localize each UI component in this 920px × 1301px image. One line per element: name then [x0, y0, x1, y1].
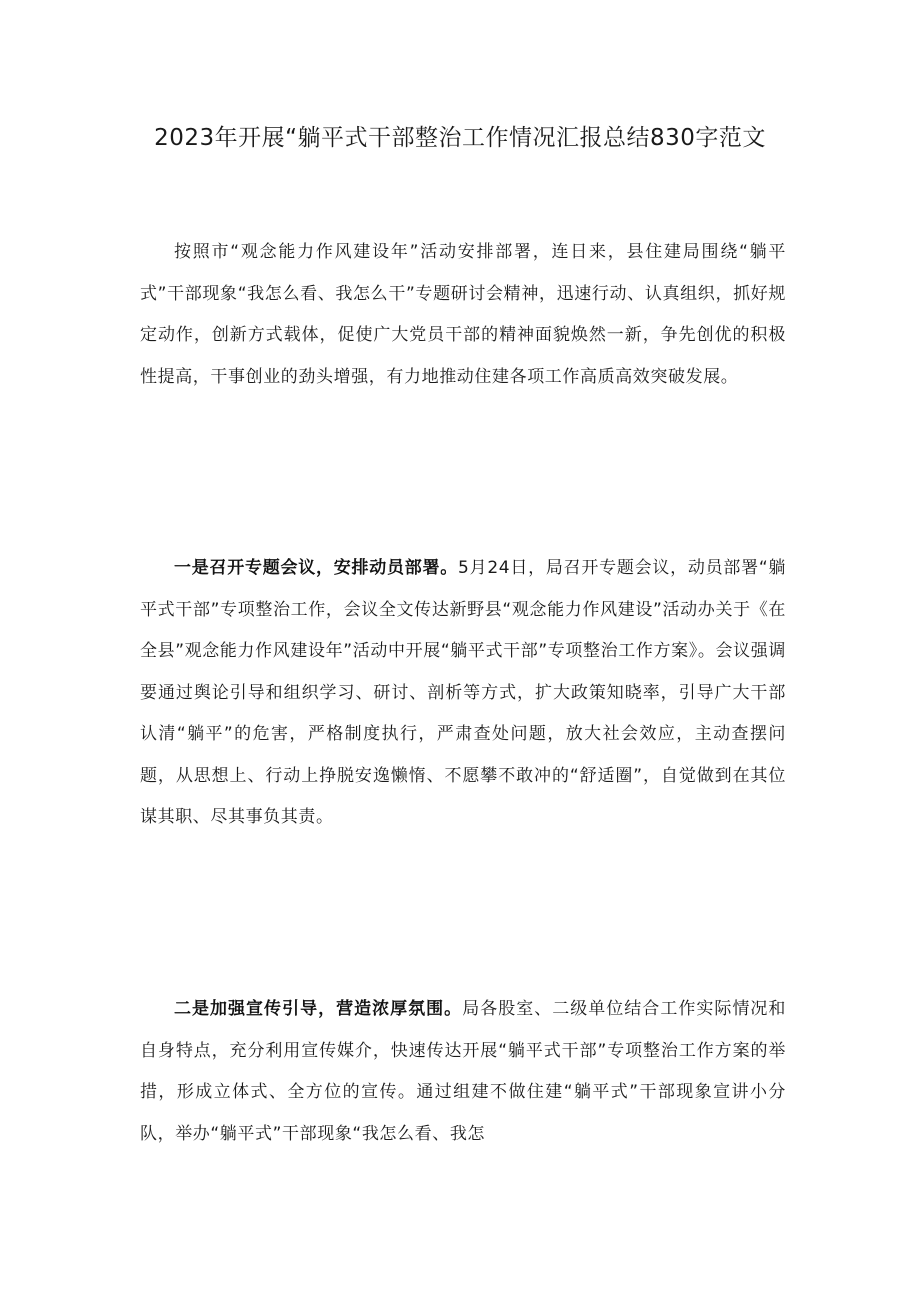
paragraph-text: 局各股室、二级单位结合工作实际情况和自身特点，充分利用宣传媒介，快速传达开展“躺平式干部”专项整治工作方案的举措，形成立体式、全方位的宣传。通过组建不做住建“躺平式”干部现象宣讲小分队，举办“躺平式”干部现象“我怎么看、我怎 — [140, 999, 786, 1144]
paragraph-item-2 — [140, 989, 786, 1155]
paragraph-item-1 — [140, 548, 786, 839]
document-title: 2023年开展“躺平式干部整治工作情况汇报总结830字范文 — [154, 125, 766, 151]
paragraph-intro — [140, 232, 786, 398]
paragraph-text: 5月24日，局召开专题会议，动员部署“躺平式干部”专项整治工作，会议全文传达新野县“观念能力作风建设”活动办关于《在全县”观念能力作风建设年”活动中开展“躺平式干部”专项整治工作方案》。会议强调要通过舆论引导和组织学习、研讨、剖析等方式，扩大政策知晓率，引导广大干部认清“躺平”的危害，严格制度执行，严肃查处问题，放大社会效应，主动查摆问题，从思想上、行动上挣脱安逸懒惰、不愿攀不敢冲的“舒适圈”，自觉做到在其位谋其职、尽其事负其责。 — [140, 558, 786, 827]
paragraph-lead: 二是加强宣传引导，营造浓厚氛围。 — [174, 999, 463, 1019]
paragraph-lead: 一是召开专题会议，安排动员部署。 — [174, 558, 459, 578]
paragraph-text: 按照市“观念能力作风建设年”活动安排部署，连日来，县住建局围绕“躺平式”干部现象“我怎么看、我怎么干”专题研讨会精神，迅速行动、认真组织，抓好规定动作，创新方式载体，促使广大党员干部的精神面貌焕然一新，争先创优的积极性提高，干事创业的劲头增强，有力地推动住建各项工作高质高效突破发展。 — [140, 242, 786, 387]
